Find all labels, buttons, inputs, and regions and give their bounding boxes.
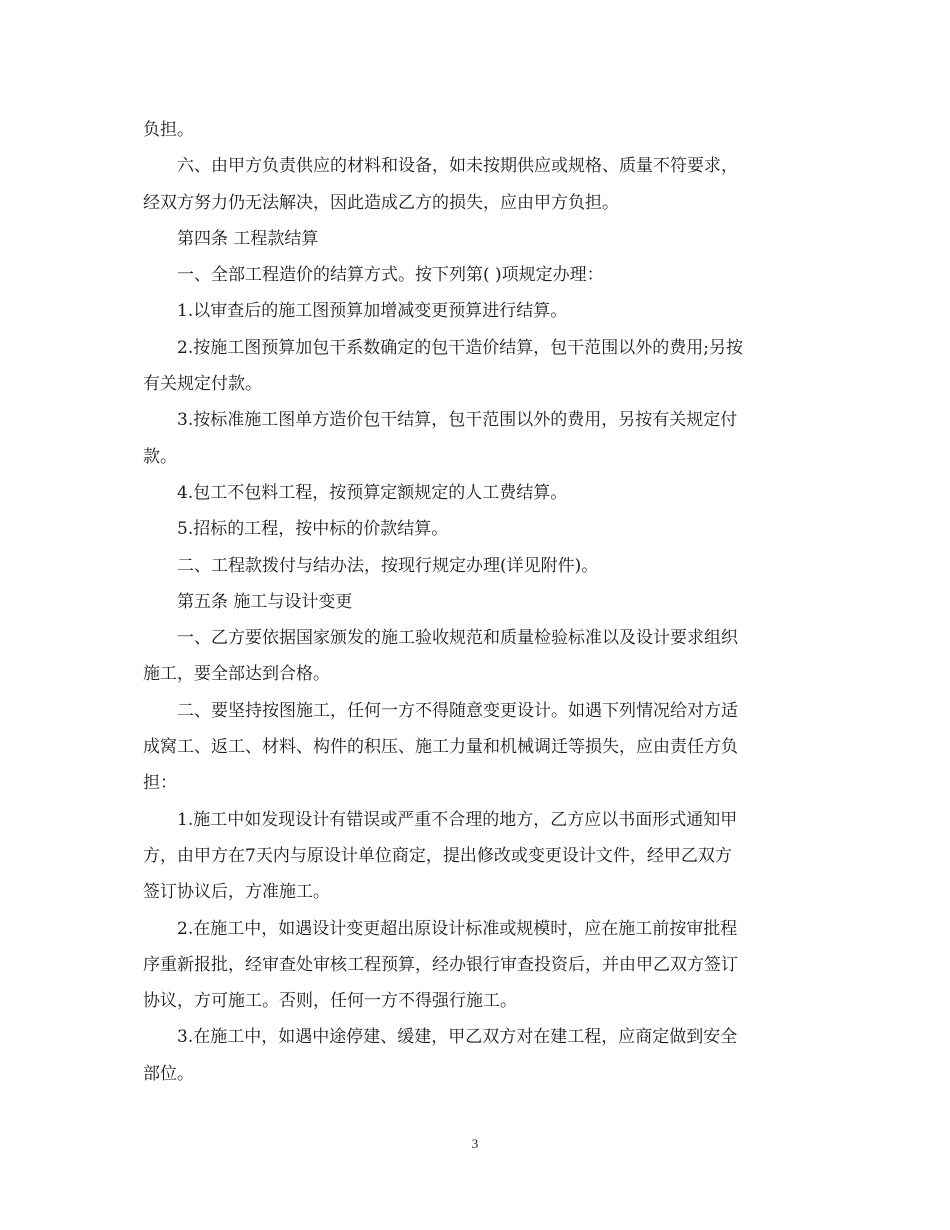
text-line: 1.施工中如发现设计有错误或严重不合理的地方，乙方应以书面形式通知甲 [177, 809, 738, 830]
text-line: 第五条 施工与设计变更 [177, 591, 353, 612]
text-line: 1.以审查后的施工图预算加增减变更预算进行结算。 [177, 301, 568, 322]
text-line: 3.在施工中，如遇中途停建、缓建，甲乙双方对在建工程，应商定做到安全 [177, 1027, 738, 1048]
text-line: 3.按标准施工图单方造价包干结算，包干范围以外的费用，另按有关规定付 [177, 410, 738, 431]
text-line: 一、全部工程造价的结算方式。按下列第( )项规定办理： [177, 265, 604, 286]
text-line: 担： [143, 773, 177, 794]
text-line: 施工，要全部达到合格。 [143, 664, 330, 685]
document-body [143, 112, 803, 1092]
text-line: 经双方努力仍无法解决，因此造成乙方的损失，应由甲方负担。 [143, 192, 619, 213]
text-line: 六、由甲方负责供应的材料和设备，如未按期供应或规格、质量不符要求， [177, 156, 738, 177]
text-line: 4.包工不包料工程，按预算定额规定的人工费结算。 [177, 482, 568, 503]
text-line: 款。 [143, 446, 177, 467]
text-line: 5.招标的工程，按中标的价款结算。 [177, 519, 449, 540]
text-line: 2.在施工中，如遇设计变更超出原设计标准或规模时，应在施工前按审批程 [177, 918, 738, 939]
text-line: 方，由甲方在7天内与原设计单位商定，提出修改或变更设计文件，经甲乙双方 [143, 845, 732, 866]
text-line: 部位。 [143, 1063, 194, 1084]
text-line: 二、工程款拨付与结办法，按现行规定办理(详见附件)。 [177, 555, 599, 576]
text-line: 成窝工、返工、材料、构件的积压、施工力量和机械调迁等损失，应由责任方负 [143, 737, 738, 758]
text-line: 2.按施工图预算加包干系数确定的包干造价结算，包干范围以外的费用;另按 [177, 337, 743, 358]
text-line: 一、乙方要依据国家颁发的施工验收规范和质量检验标准以及设计要求组织 [177, 628, 738, 649]
page-number: 3 [471, 1136, 479, 1151]
text-line: 序重新报批，经审查处审核工程预算，经办银行审查投资后，并由甲乙双方签订 [143, 954, 738, 975]
text-line: 负担。 [143, 120, 194, 140]
text-line: 签订协议后，方准施工。 [143, 882, 330, 903]
text-line: 二、要坚持按图施工，任何一方不得随意变更设计。如遇下列情况给对方适 [177, 700, 738, 721]
text-line: 有关规定付款。 [143, 374, 262, 395]
text-line: 协议，方可施工。否则，任何一方不得强行施工。 [143, 991, 517, 1012]
text-line: 第四条 工程款结算 [177, 228, 319, 249]
